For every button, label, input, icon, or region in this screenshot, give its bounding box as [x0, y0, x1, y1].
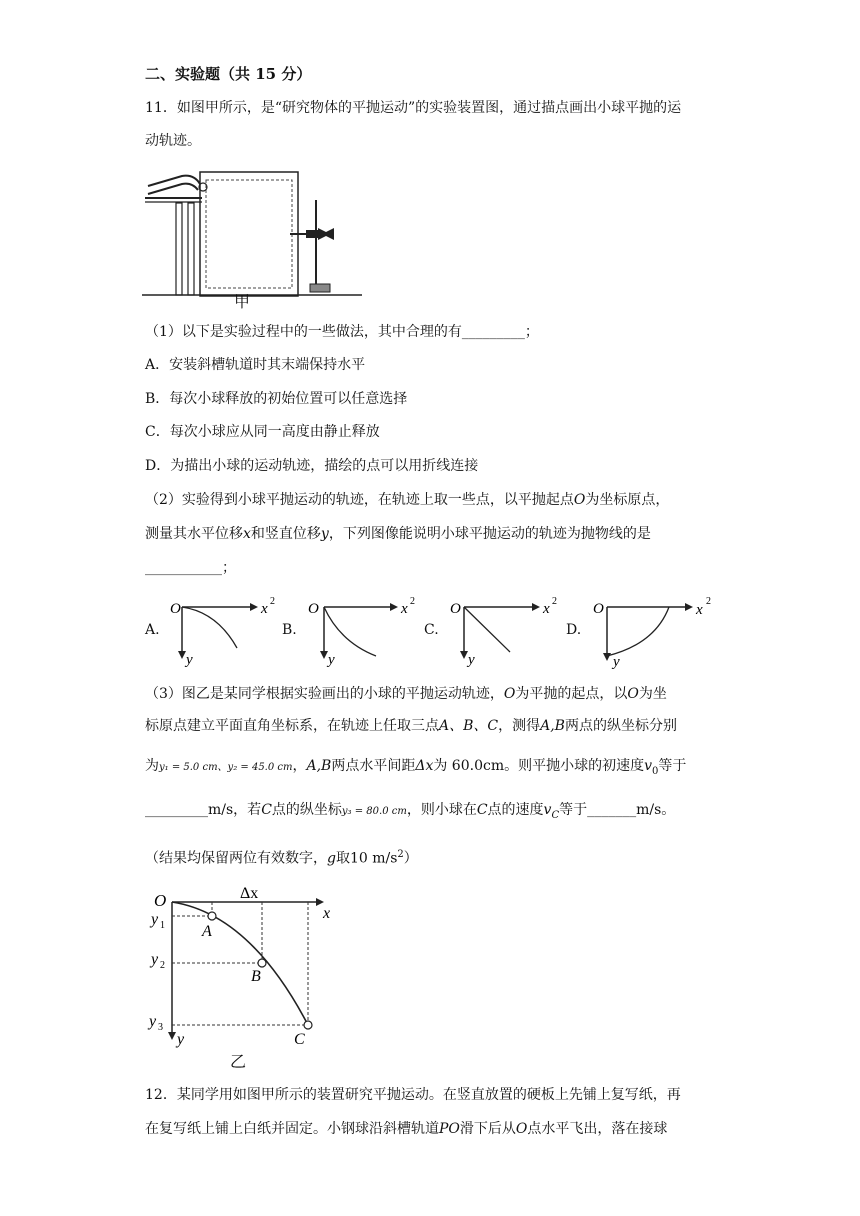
graph-option-c: [442, 592, 567, 670]
svg-text:A: A: [202, 923, 212, 940]
svg-text:2: 2: [160, 960, 165, 971]
svg-text:2: 2: [410, 596, 415, 607]
section-title: 二、实验题（共 15 分）: [145, 65, 312, 83]
q12-line2: 在复写纸上铺上白纸并固定。小钢球沿斜槽轨道PO滑下后从O点水平飞出，落在接球: [145, 1121, 668, 1137]
svg-text:O: O: [450, 601, 461, 617]
svg-text:y: y: [328, 652, 335, 668]
q11-part1-prompt: （1）以下是实验过程中的一些做法，其中合理的有_________；: [145, 324, 539, 340]
graph-option-a: [162, 592, 287, 670]
svg-text:y: y: [613, 654, 620, 670]
svg-text:y: y: [177, 1031, 185, 1048]
q11-stem-line1: 11．如图甲所示，是“研究物体的平抛运动”的实验装置图，通过描点画出小球平抛的运: [145, 100, 682, 116]
apparatus-figure: [140, 158, 370, 313]
svg-text:y: y: [149, 1013, 157, 1030]
svg-text:y: y: [151, 911, 159, 928]
option-a: A．安装斜槽轨道时其末端保持水平: [145, 357, 366, 373]
q12-line1: 12．某同学用如图甲所示的装置研究平抛运动。在竖直放置的硬板上先铺上复写纸，再: [145, 1087, 681, 1103]
svg-text:y: y: [186, 652, 193, 668]
graph-option-b: [300, 592, 425, 670]
svg-text:O: O: [170, 601, 181, 617]
svg-text:Δx: Δx: [240, 885, 259, 902]
svg-text:2: 2: [270, 596, 275, 607]
q11-part2-line1: （2）实验得到小球平抛运动的轨迹，在轨迹上取一些点，以平抛起点O为坐标原点，: [145, 492, 670, 508]
svg-text:x: x: [401, 601, 408, 617]
trajectory-figure: [140, 884, 350, 1054]
q11-part3-line2: 标原点建立平面直角坐标系，在轨迹上任取三点A、B、C，测得A,B两点的纵坐标分别: [145, 718, 677, 734]
graph-option-a-label: A.: [145, 622, 160, 638]
graph-option-b-label: B.: [282, 622, 297, 638]
graph-option-c-label: C.: [424, 622, 439, 638]
q11-part3-line4: _________m/s，若C点的纵坐标y₃ = 80.0 cm，则小球在C点的速度$v_C$等于_______m/s。: [145, 802, 676, 821]
svg-text:O: O: [308, 601, 319, 617]
svg-text:C: C: [294, 1031, 305, 1048]
q11-part2-line3: ___________；: [145, 560, 236, 576]
option-d: D．为描出小球的运动轨迹，描绘的点可以用折线连接: [145, 458, 479, 474]
svg-text:x: x: [696, 602, 703, 618]
graph-option-d: [585, 590, 725, 672]
svg-text:2: 2: [706, 596, 711, 607]
graph-option-d-label: D.: [566, 622, 582, 638]
svg-text:3: 3: [158, 1022, 163, 1033]
svg-text:1: 1: [160, 920, 165, 931]
q11-stem-line2: 动轨迹。: [145, 133, 201, 149]
q11-part2-line2: 测量其水平位移x和竖直位移y，下列图像能说明小球平抛运动的轨迹为抛物线的是: [145, 526, 651, 542]
svg-text:x: x: [323, 905, 331, 922]
q11-part3-line3: 为y₁ = 5.0 cm、y₂ = 45.0 cm，A,B两点水平间距Δx为 60.0cm。则平抛小球的初速度$v_0$等于: [145, 758, 687, 777]
svg-text:B: B: [251, 968, 261, 985]
figure-caption-jia: 甲: [234, 292, 251, 311]
svg-text:O: O: [154, 891, 167, 910]
q11-part3-line5: （结果均保留两位有效数字，g取10 $m/s^2$）: [145, 849, 418, 867]
option-b: B．每次小球释放的初始位置可以任意选择: [145, 391, 408, 407]
svg-text:y: y: [468, 652, 475, 668]
q11-part3-line1: （3）图乙是某同学根据实验画出的小球的平抛运动轨迹，O为平抛的起点，以O为坐: [145, 686, 667, 702]
figure-caption-yi: 乙: [230, 1052, 247, 1071]
svg-text:y: y: [151, 951, 159, 968]
svg-text:x: x: [261, 601, 268, 617]
option-c: C．每次小球应从同一高度由静止释放: [145, 424, 380, 440]
svg-text:2: 2: [552, 596, 557, 607]
svg-text:O: O: [593, 601, 604, 617]
svg-text:x: x: [543, 601, 550, 617]
